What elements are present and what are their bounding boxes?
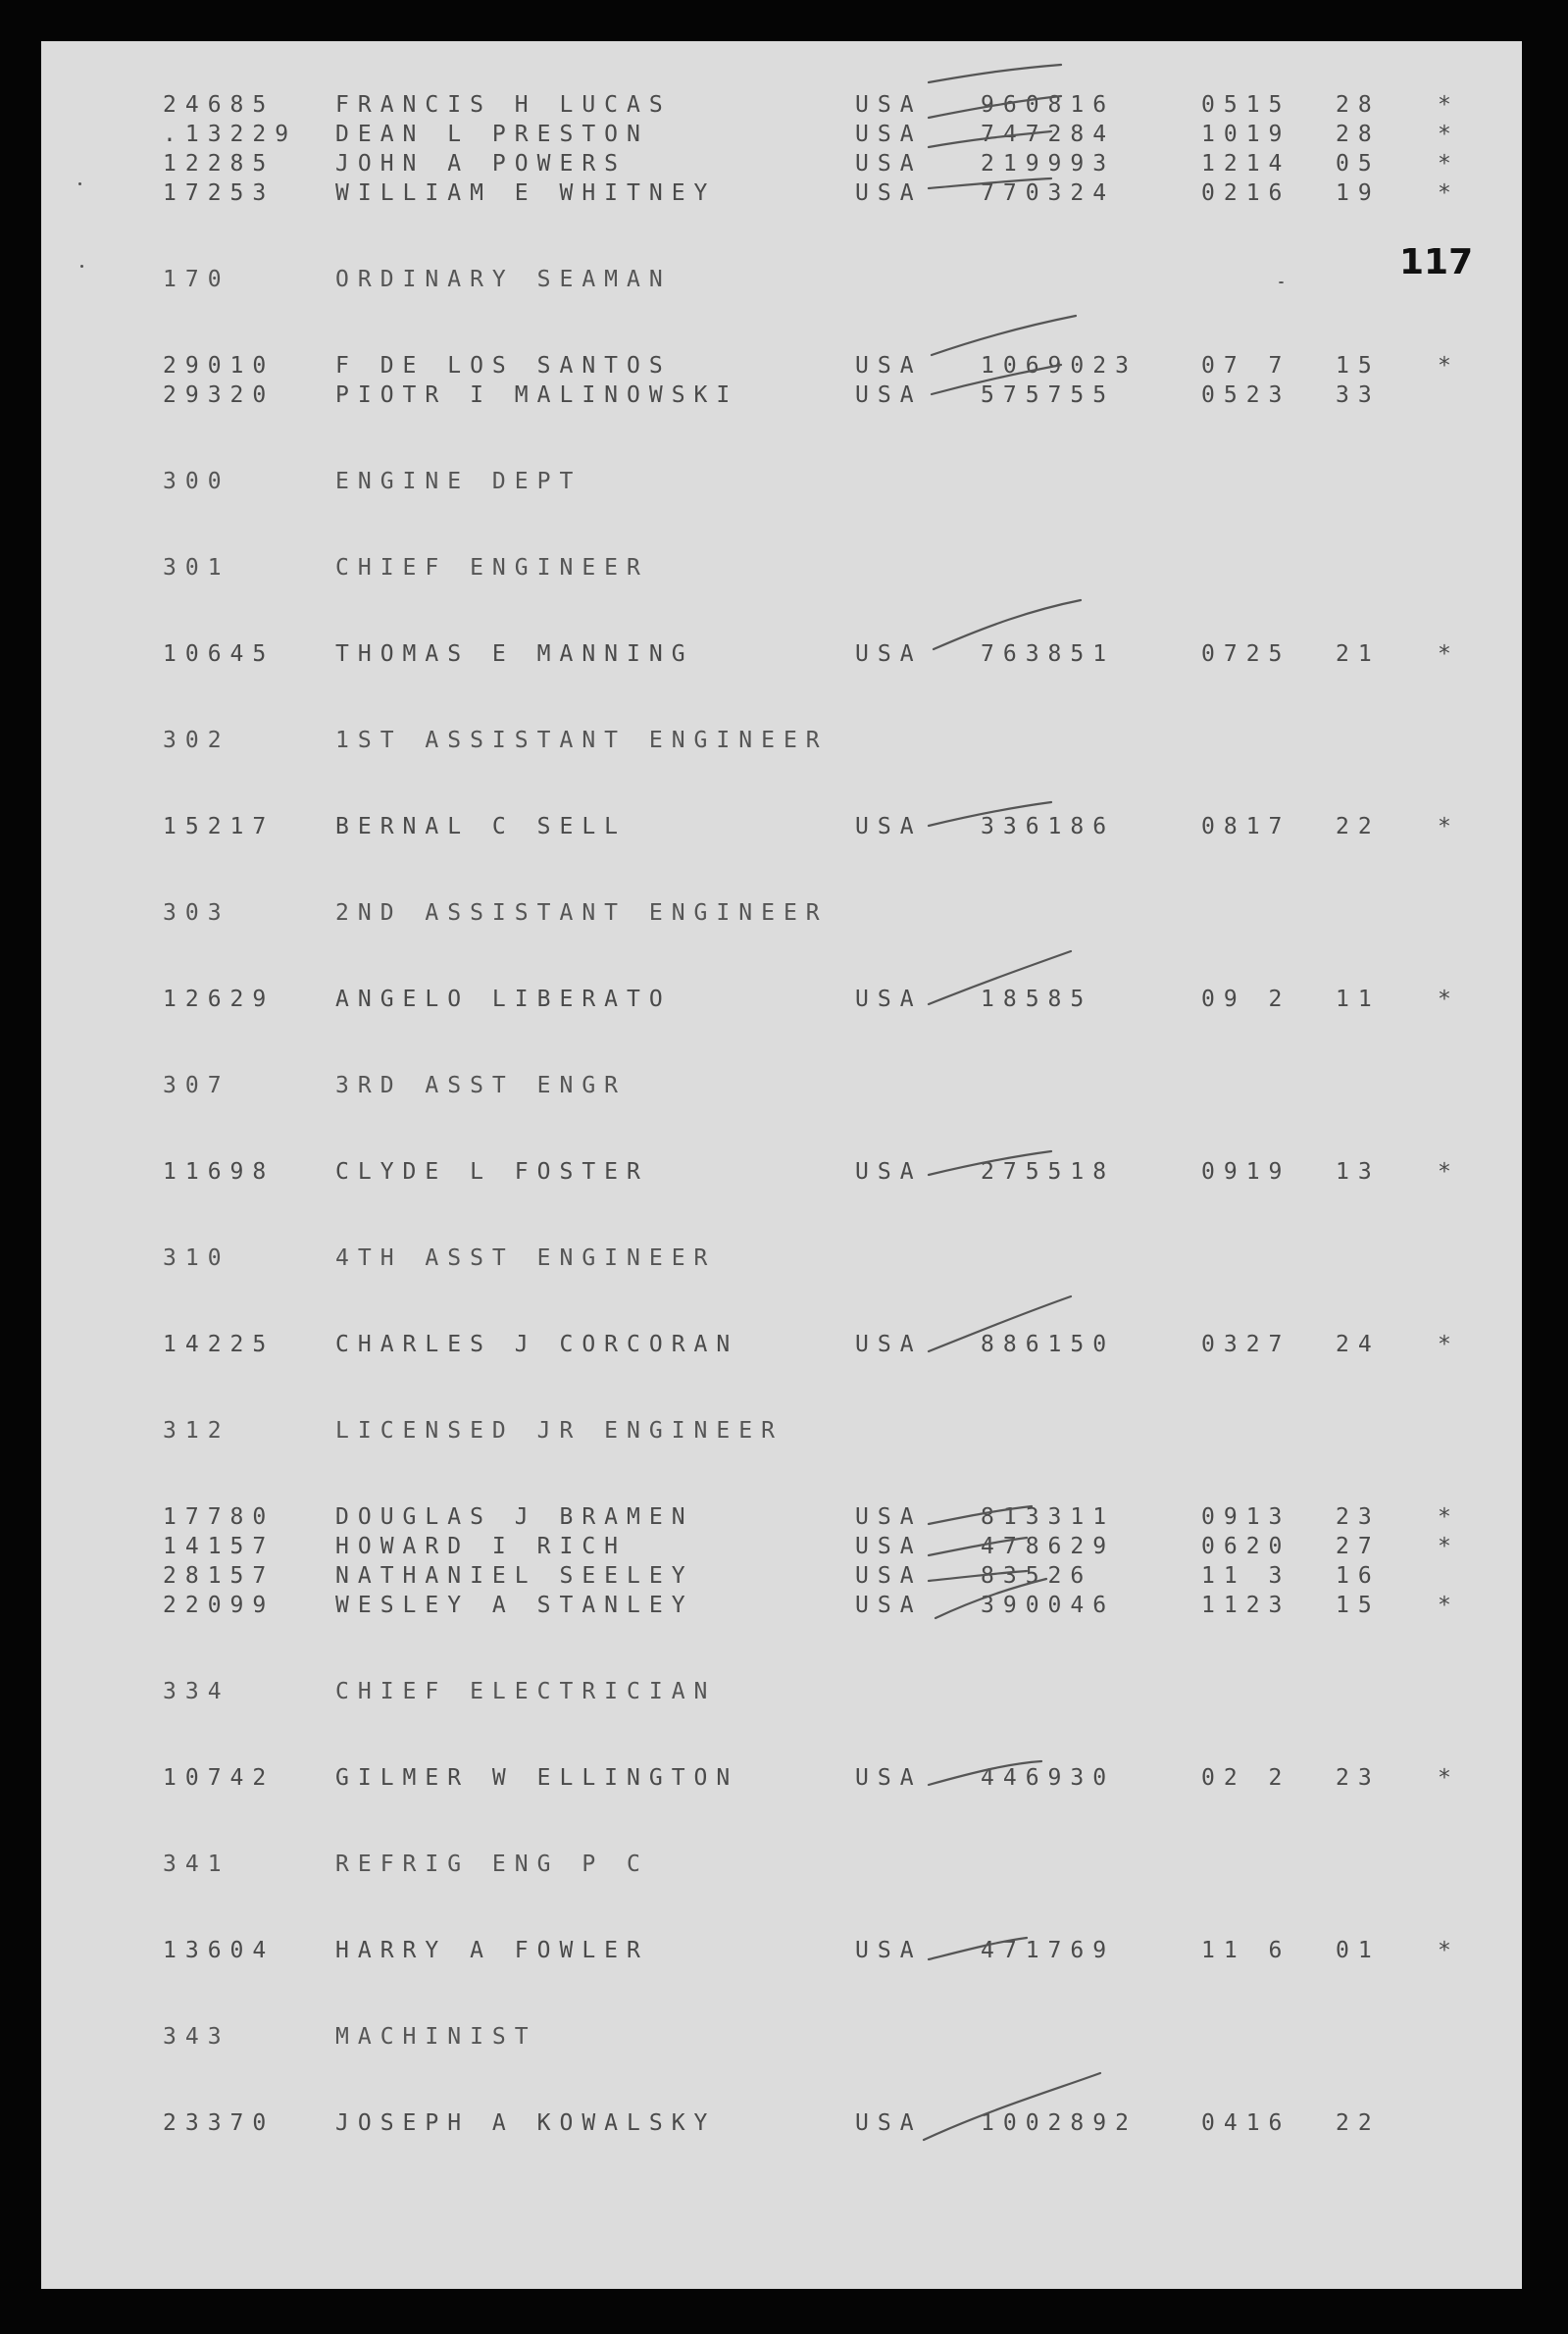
- heading-title: ORDINARY SEAMAN: [335, 267, 672, 292]
- star-mark: *: [1438, 1593, 1460, 1618]
- heading-code: 301: [163, 555, 230, 581]
- heading-code: 334: [163, 1679, 230, 1704]
- record-number: 478629: [981, 1534, 1116, 1559]
- heading-title: 2ND ASSISTANT ENGINEER: [335, 900, 829, 926]
- citizenship: USA: [855, 151, 923, 177]
- person-name: HOWARD I RICH: [335, 1534, 628, 1559]
- citizenship: USA: [855, 987, 923, 1012]
- record-number: 471769: [981, 1938, 1116, 1963]
- record-code: 22099: [163, 1593, 276, 1618]
- person-name: FRANCIS H LUCAS: [335, 92, 672, 118]
- heading-code: 300: [163, 469, 230, 494]
- record-count: 23: [1336, 1765, 1381, 1791]
- record-number: 336186: [981, 814, 1116, 839]
- record-date: 0913: [1201, 1504, 1291, 1530]
- record-count: 11: [1336, 987, 1381, 1012]
- person-name: WESLEY A STANLEY: [335, 1593, 694, 1618]
- record-code: 17780: [163, 1504, 276, 1530]
- person-name: DEAN L PRESTON: [335, 122, 649, 147]
- heading-code: 343: [163, 2024, 230, 2050]
- record-number: 83526: [981, 1563, 1093, 1589]
- person-name: THOMAS E MANNING: [335, 641, 694, 667]
- record-number: 575755: [981, 382, 1116, 408]
- citizenship: USA: [855, 1332, 923, 1357]
- heading-title: CHIEF ENGINEER: [335, 555, 649, 581]
- record-code: 17253: [163, 180, 276, 206]
- record-number: 747284: [981, 122, 1116, 147]
- heading-title: MACHINIST: [335, 2024, 537, 2050]
- record-date: 0416: [1201, 2110, 1291, 2136]
- record-count: 15: [1336, 1593, 1381, 1618]
- record-date: 1019: [1201, 122, 1291, 147]
- record-count: 19: [1336, 180, 1381, 206]
- citizenship: USA: [855, 1938, 923, 1963]
- citizenship: USA: [855, 641, 923, 667]
- check-marks: [41, 41, 1522, 2289]
- record-count: 28: [1336, 92, 1381, 118]
- heading-title: 4TH ASST ENGINEER: [335, 1245, 717, 1271]
- person-name: JOHN A POWERS: [335, 151, 628, 177]
- citizenship: USA: [855, 382, 923, 408]
- star-mark: *: [1438, 987, 1460, 1012]
- record-code: 10645: [163, 641, 276, 667]
- citizenship: USA: [855, 122, 923, 147]
- record-code: 11698: [163, 1159, 276, 1185]
- record-number: 813311: [981, 1504, 1116, 1530]
- heading-code: 170: [163, 267, 230, 292]
- record-date: 02 2: [1201, 1765, 1291, 1791]
- star-mark: *: [1438, 1332, 1460, 1357]
- record-date: 11 6: [1201, 1938, 1291, 1963]
- star-mark: *: [1438, 180, 1460, 206]
- record-count: 28: [1336, 122, 1381, 147]
- record-code: 23370: [163, 2110, 276, 2136]
- star-mark: *: [1438, 1504, 1460, 1530]
- citizenship: USA: [855, 1563, 923, 1589]
- person-name: BERNAL C SELL: [335, 814, 628, 839]
- record-code: 28157: [163, 1563, 276, 1589]
- record-count: 22: [1336, 814, 1381, 839]
- record-count: 05: [1336, 151, 1381, 177]
- scan-speck: [78, 182, 81, 185]
- citizenship: USA: [855, 1765, 923, 1791]
- person-name: ANGELO LIBERATO: [335, 987, 672, 1012]
- heading-code: 303: [163, 900, 230, 926]
- heading-code: 312: [163, 1418, 230, 1444]
- star-mark: *: [1438, 1534, 1460, 1559]
- record-count: 16: [1336, 1563, 1381, 1589]
- record-code: 29010: [163, 353, 276, 379]
- record-count: 27: [1336, 1534, 1381, 1559]
- scan-speck: [1279, 281, 1284, 283]
- star-mark: *: [1438, 814, 1460, 839]
- record-count: 21: [1336, 641, 1381, 667]
- person-name: WILLIAM E WHITNEY: [335, 180, 717, 206]
- record-code: 12629: [163, 987, 276, 1012]
- record-code: 14157: [163, 1534, 276, 1559]
- citizenship: USA: [855, 353, 923, 379]
- heading-title: 3RD ASST ENGR: [335, 1073, 628, 1098]
- heading-code: 341: [163, 1852, 230, 1877]
- star-mark: *: [1438, 641, 1460, 667]
- record-count: 24: [1336, 1332, 1381, 1357]
- record-count: 22: [1336, 2110, 1381, 2136]
- record-number: 886150: [981, 1332, 1116, 1357]
- record-count: 15: [1336, 353, 1381, 379]
- record-code: 24685: [163, 92, 276, 118]
- record-number: 18585: [981, 987, 1093, 1012]
- heading-code: 307: [163, 1073, 230, 1098]
- citizenship: USA: [855, 1504, 923, 1530]
- star-mark: *: [1438, 92, 1460, 118]
- record-number: 1002892: [981, 2110, 1138, 2136]
- record-count: 33: [1336, 382, 1381, 408]
- record-date: 07 7: [1201, 353, 1291, 379]
- record-date: 0216: [1201, 180, 1291, 206]
- document-page: [41, 41, 1522, 2289]
- citizenship: USA: [855, 92, 923, 118]
- person-name: DOUGLAS J BRAMEN: [335, 1504, 694, 1530]
- record-date: 0515: [1201, 92, 1291, 118]
- star-mark: *: [1438, 1938, 1460, 1963]
- citizenship: USA: [855, 1159, 923, 1185]
- record-number: 770324: [981, 180, 1116, 206]
- star-mark: *: [1438, 1159, 1460, 1185]
- record-code: 14225: [163, 1332, 276, 1357]
- star-mark: *: [1438, 122, 1460, 147]
- citizenship: USA: [855, 180, 923, 206]
- record-code: .13229: [163, 122, 298, 147]
- record-count: 01: [1336, 1938, 1381, 1963]
- record-date: 0725: [1201, 641, 1291, 667]
- scan-speck: [80, 265, 83, 268]
- record-number: 763851: [981, 641, 1116, 667]
- heading-title: ENGINE DEPT: [335, 469, 582, 494]
- star-mark: *: [1438, 1765, 1460, 1791]
- record-code: 10742: [163, 1765, 276, 1791]
- record-date: 1214: [1201, 151, 1291, 177]
- citizenship: USA: [855, 814, 923, 839]
- person-name: F DE LOS SANTOS: [335, 353, 672, 379]
- citizenship: USA: [855, 1534, 923, 1559]
- record-count: 23: [1336, 1504, 1381, 1530]
- page-number: 117: [1399, 242, 1474, 282]
- record-date: 0620: [1201, 1534, 1291, 1559]
- heading-title: CHIEF ELECTRICIAN: [335, 1679, 717, 1704]
- record-date: 09 2: [1201, 987, 1291, 1012]
- person-name: JOSEPH A KOWALSKY: [335, 2110, 717, 2136]
- record-number: 390046: [981, 1593, 1116, 1618]
- record-code: 13604: [163, 1938, 276, 1963]
- heading-code: 302: [163, 728, 230, 753]
- record-number: 1069023: [981, 353, 1138, 379]
- citizenship: USA: [855, 1593, 923, 1618]
- record-code: 15217: [163, 814, 276, 839]
- record-code: 29320: [163, 382, 276, 408]
- heading-title: REFRIG ENG P C: [335, 1852, 649, 1877]
- citizenship: USA: [855, 2110, 923, 2136]
- person-name: CLYDE L FOSTER: [335, 1159, 649, 1185]
- star-mark: *: [1438, 353, 1460, 379]
- record-date: 1123: [1201, 1593, 1291, 1618]
- person-name: PIOTR I MALINOWSKI: [335, 382, 739, 408]
- record-date: 0327: [1201, 1332, 1291, 1357]
- person-name: HARRY A FOWLER: [335, 1938, 649, 1963]
- person-name: NATHANIEL SEELEY: [335, 1563, 694, 1589]
- record-code: 12285: [163, 151, 276, 177]
- heading-code: 310: [163, 1245, 230, 1271]
- record-date: 0817: [1201, 814, 1291, 839]
- record-number: 446930: [981, 1765, 1116, 1791]
- heading-title: LICENSED JR ENGINEER: [335, 1418, 784, 1444]
- heading-title: 1ST ASSISTANT ENGINEER: [335, 728, 829, 753]
- record-date: 0919: [1201, 1159, 1291, 1185]
- record-number: 960816: [981, 92, 1116, 118]
- star-mark: *: [1438, 151, 1460, 177]
- record-count: 13: [1336, 1159, 1381, 1185]
- record-number: 219993: [981, 151, 1116, 177]
- record-date: 0523: [1201, 382, 1291, 408]
- record-number: 275518: [981, 1159, 1116, 1185]
- record-date: 11 3: [1201, 1563, 1291, 1589]
- person-name: GILMER W ELLINGTON: [335, 1765, 739, 1791]
- person-name: CHARLES J CORCORAN: [335, 1332, 739, 1357]
